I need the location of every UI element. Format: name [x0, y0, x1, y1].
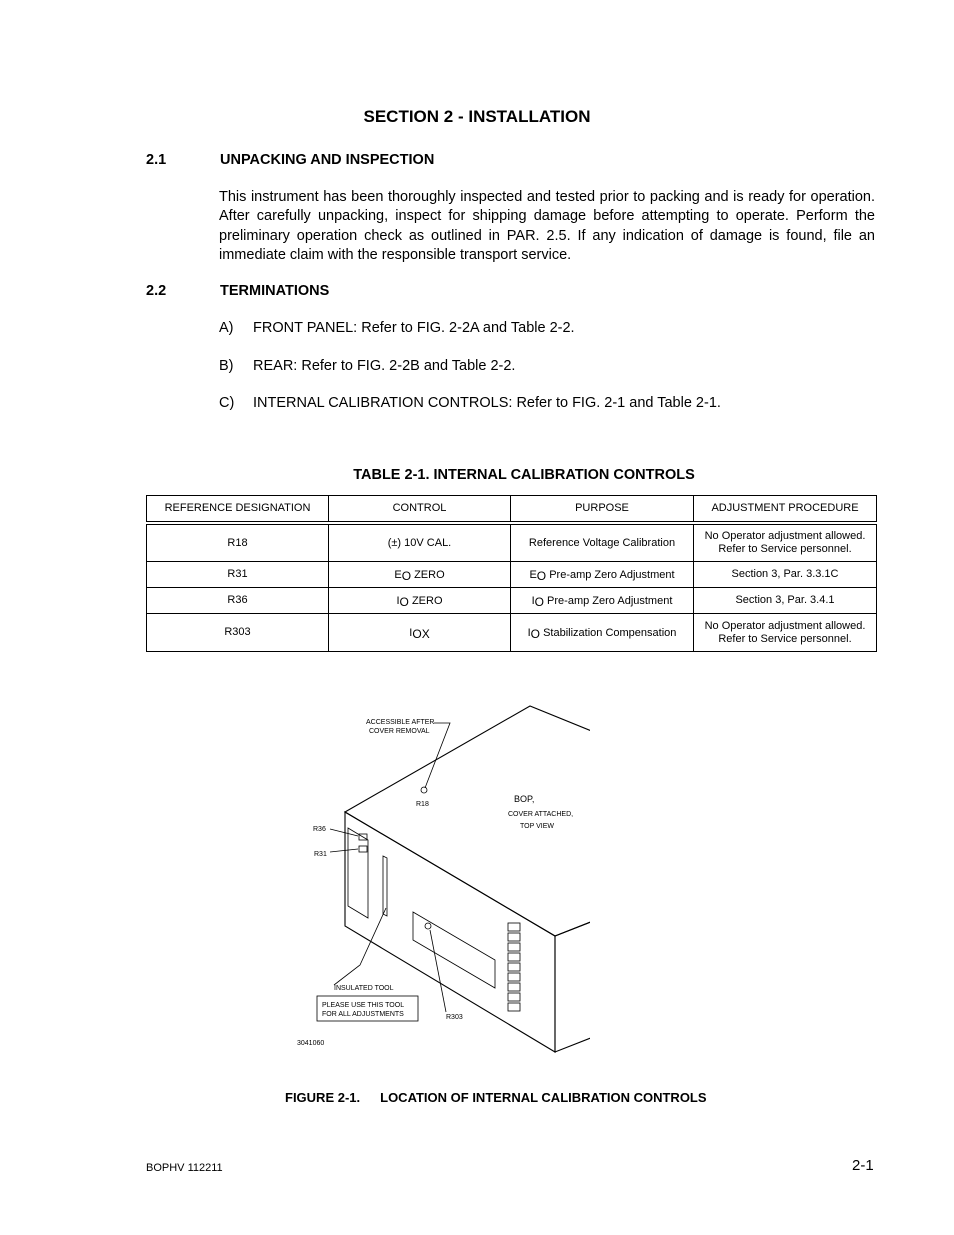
- control-cell: [329, 562, 511, 588]
- page-number: 2-1: [852, 1157, 874, 1174]
- procedure-line: Refer to Service personnel.: [718, 632, 852, 645]
- insulated-tool-label: INSULATED TOOL: [334, 985, 394, 992]
- purpose-cell: Reference Voltage Calibration: [511, 523, 694, 562]
- r18-label: R18: [416, 801, 429, 808]
- section-number: 2.2: [146, 283, 167, 299]
- r31-adjuster: [359, 846, 367, 852]
- reference-cell: R303: [147, 614, 329, 652]
- panel-window: [413, 912, 495, 988]
- control-symbol: I: [396, 594, 400, 607]
- procedure-cell: [694, 614, 877, 652]
- purpose-cell: [511, 588, 694, 614]
- vent-slot: [508, 963, 520, 971]
- procedure-cell: Section 3, Par. 3.3.1C: [694, 562, 877, 588]
- bop-label: BOP,: [514, 794, 535, 804]
- section-2-1-heading: [146, 152, 546, 172]
- vent-slot: [508, 973, 520, 981]
- bop-isometric-drawing: [290, 700, 590, 1060]
- control-text: ZERO: [411, 568, 445, 581]
- procedure-line: No Operator adjustment allowed.: [704, 619, 866, 632]
- purpose-symbol: E: [529, 568, 537, 581]
- accessible-label: ACCESSIBLE AFTER: [366, 719, 435, 726]
- control-symbol: I: [409, 626, 413, 639]
- section-title: UNPACKING AND INSPECTION: [220, 152, 435, 168]
- drawing-number: 3041060: [297, 1040, 325, 1047]
- panel-inset: [348, 828, 368, 918]
- tool-note-text: FOR ALL ADJUSTMENTS: [322, 1011, 404, 1018]
- accessible-label: COVER REMOVAL: [369, 728, 430, 735]
- procedure-cell: [694, 523, 877, 562]
- calibration-controls-table: [146, 495, 877, 652]
- control-symbol: E: [394, 568, 402, 581]
- table-row: [147, 588, 877, 614]
- figure-caption: [285, 1090, 707, 1105]
- vent-slot: [508, 983, 520, 991]
- cover-label: COVER ATTACHED,: [508, 811, 574, 818]
- section-number: 2.1: [146, 152, 167, 168]
- item-letter: B): [219, 358, 234, 374]
- table-header-cell: ADJUSTMENT PROCEDURE: [694, 496, 877, 524]
- section-2-2-heading: [146, 283, 546, 303]
- document-id: BOPHV 112211: [146, 1162, 223, 1174]
- item-letter: A): [219, 320, 234, 336]
- vent-slot: [508, 953, 520, 961]
- control-cell: [329, 588, 511, 614]
- vent-slot: [508, 933, 520, 941]
- box-top-face: [345, 706, 590, 936]
- r18-hole: [421, 787, 427, 793]
- r36-label: R36: [313, 826, 326, 833]
- procedure-line: No Operator adjustment allowed.: [704, 530, 866, 542]
- table-title: TABLE 2-1. INTERNAL CALIBRATION CONTROLS: [353, 467, 695, 483]
- reference-cell: R18: [147, 523, 329, 562]
- cover-label: TOP VIEW: [520, 823, 554, 830]
- table-header-row: [147, 496, 877, 524]
- figure-caption-text: LOCATION OF INTERNAL CALIBRATION CONTROLS: [380, 1090, 707, 1105]
- tool-note-text: PLEASE USE THIS TOOL: [322, 1002, 405, 1009]
- r31-label: R31: [314, 851, 327, 858]
- r303-label: R303: [446, 1014, 463, 1021]
- control-subscript: OX: [412, 626, 430, 641]
- purpose-text: Stabilization Compensation: [540, 626, 677, 639]
- purpose-subscript: O: [536, 568, 547, 583]
- box-side-face: [555, 828, 590, 1052]
- purpose-cell: [511, 562, 694, 588]
- section-title: TERMINATIONS: [220, 283, 330, 299]
- procedure-line: Refer to Service personnel.: [718, 543, 852, 555]
- table-row: [147, 562, 877, 588]
- table-header-cell: REFERENCE DESIGNATION: [147, 496, 329, 524]
- purpose-text: Pre-amp Zero Adjustment: [544, 594, 673, 607]
- reference-cell: R31: [147, 562, 329, 588]
- item-text: FRONT PANEL: Refer to FIG. 2-2A and Table 2-2.: [253, 320, 575, 336]
- purpose-symbol: I: [531, 594, 535, 607]
- control-cell: (±) 10V CAL.: [329, 523, 511, 562]
- procedure-cell: Section 3, Par. 3.4.1: [694, 588, 877, 614]
- control-cell: [329, 614, 511, 652]
- purpose-text: Pre-amp Zero Adjustment: [546, 568, 675, 581]
- r303-leader: [430, 930, 446, 1012]
- purpose-subscript: O: [534, 594, 544, 609]
- vent-slot: [508, 923, 520, 931]
- control-subscript: O: [399, 594, 409, 609]
- vent-slot: [508, 943, 520, 951]
- control-subscript: O: [401, 568, 412, 583]
- panel-slot: [383, 856, 387, 916]
- control-text: ZERO: [408, 594, 443, 607]
- figure-number: FIGURE 2-1.: [285, 1090, 361, 1105]
- table-header-cell: PURPOSE: [511, 496, 694, 524]
- r31-leader: [330, 849, 358, 852]
- item-letter: C): [219, 395, 235, 411]
- vent-slot: [508, 993, 520, 1001]
- table-header-cell: CONTROL: [329, 496, 511, 524]
- vent-slot: [508, 1003, 520, 1011]
- item-text: INTERNAL CALIBRATION CONTROLS: Refer to FIG. 2-1 and Table 2-1.: [253, 395, 721, 411]
- purpose-subscript: O: [530, 626, 541, 641]
- r303-adjuster: [425, 923, 431, 929]
- table-row: [147, 523, 877, 562]
- item-text: REAR: Refer to FIG. 2-2B and Table 2-2.: [253, 358, 516, 374]
- unpacking-paragraph: This instrument has been thoroughly inspected and tested prior to packing and is ready for operation. After carefully unpacking, inspect for shipping damage before attempting to operate. Perform the preliminary operation check as outlined in PAR. 2.5. If any indication of damage is found, file an immediate claim with the responsible transport service.: [219, 189, 875, 263]
- r36-leader: [330, 829, 358, 836]
- table-row: [147, 614, 877, 652]
- section-title: SECTION 2 - INSTALLATION: [363, 107, 591, 126]
- purpose-symbol: I: [527, 626, 531, 639]
- reference-cell: R36: [147, 588, 329, 614]
- purpose-cell: [511, 614, 694, 652]
